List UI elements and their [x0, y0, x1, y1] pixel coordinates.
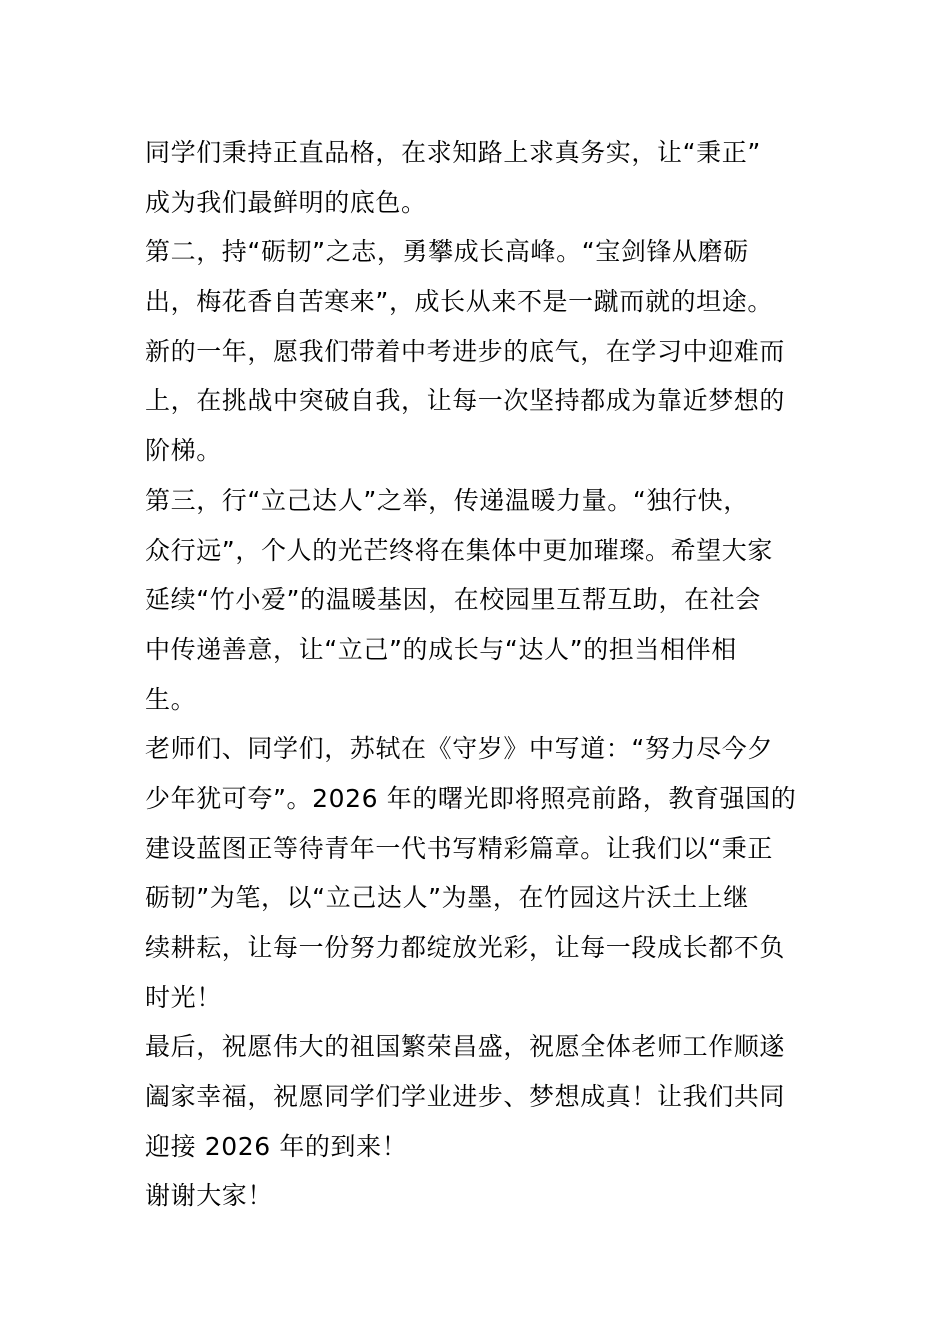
text-line: 第三，行“立己达人”之举，传递温暖力量。“独行快， — [145, 485, 749, 515]
speech-text — [145, 128, 813, 1221]
text-line: 中传递善意，让“立己”的成长与“达人”的担当相伴相 — [145, 634, 737, 664]
text-line: 迎接 2026 年的到来！ — [145, 1131, 408, 1161]
text-line: 最后，祝愿伟大的祖国繁荣昌盛，祝愿全体老师工作顺遂 — [145, 1032, 786, 1062]
text-line: 同学们秉持正直品格，在求知路上求真务实，让“秉正” — [145, 138, 761, 167]
text-line: 上，在挑战中突破自我，让每一次坚持都成为靠近梦想的 — [145, 386, 786, 416]
text-line: 阶梯。 — [145, 436, 222, 466]
text-line: 成为我们最鲜明的底色。 — [145, 187, 427, 217]
text-line: 谢谢大家！ — [145, 1181, 274, 1211]
text-line: 第二，持“砺韧”之志，勇攀成长高峰。“宝剑锋从磨砺 — [145, 237, 749, 267]
text-line: 延续“竹小爱”的温暖基因，在校园里互帮互助，在社会 — [145, 585, 761, 615]
text-line: 时光！ — [145, 982, 222, 1012]
text-line: 建设蓝图正等待青年一代书写精彩篇章。让我们以“秉正 — [145, 833, 773, 863]
text-line: 砺韧”为笔，以“立己达人”为墨，在竹园这片沃土上继 — [145, 883, 749, 913]
text-line: 少年犹可夸”。2026 年的曙光即将照亮前路，教育强国的 — [145, 783, 797, 813]
text-line: 生。 — [145, 684, 197, 714]
text-line: 出，梅花香自苦寒来”，成长从来不是一蹴而就的坦途。 — [145, 287, 773, 317]
text-line: 阖家幸福，祝愿同学们学业进步、梦想成真！让我们共同 — [145, 1082, 786, 1112]
text-line: 老师们、同学们，苏轼在《守岁》中写道：“努力尽今夕 — [145, 734, 773, 764]
text-line: 众行远”，个人的光芒终将在集体中更加璀璨。希望大家 — [145, 535, 773, 565]
text-line: 续耕耘，让每一份努力都绽放光彩，让每一段成长都不负 — [145, 933, 786, 962]
text-line: 新的一年，愿我们带着中考进步的底气，在学习中迎难而 — [145, 336, 786, 366]
